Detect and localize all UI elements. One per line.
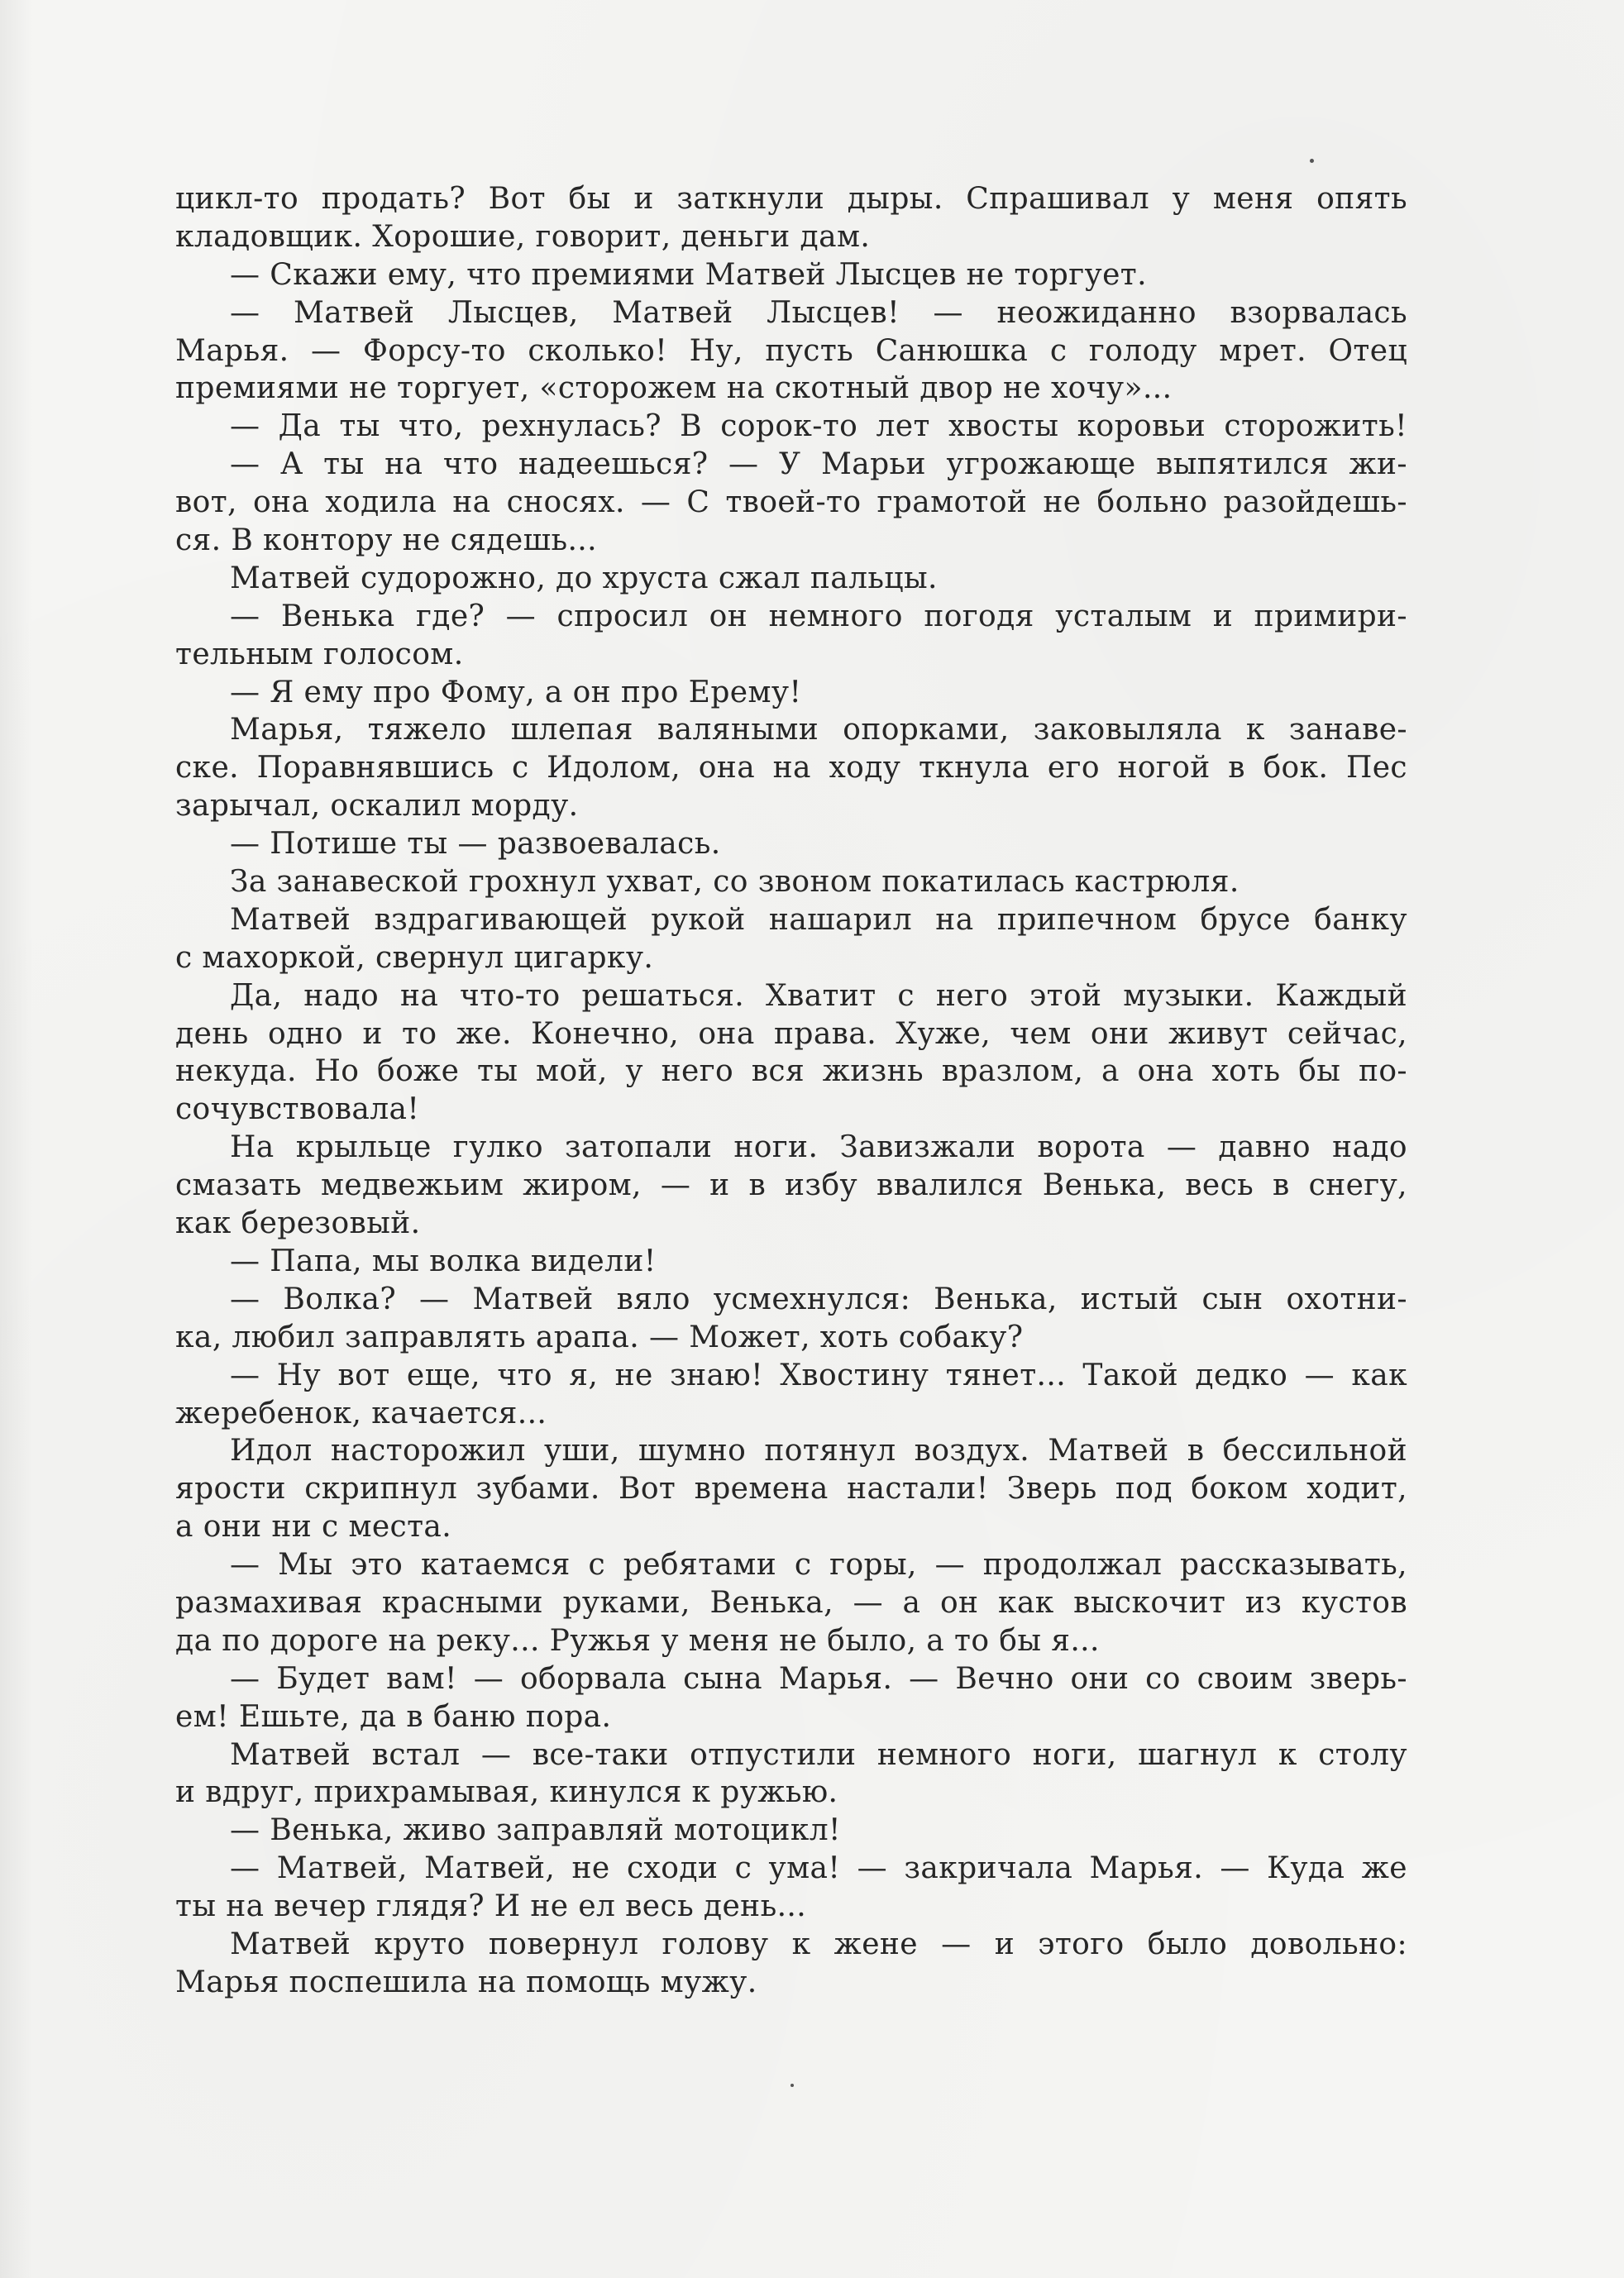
text-line: ты на вечер глядя? И не ел весь день... [175,1889,807,1924]
text-line: ярости скрипнул зубами. Вот времена настали! Зверь под боком ходит, [175,1472,1407,1507]
text-line: — Будет вам! — оборвала сына Марья. — Вечно они со своим зверь- [230,1661,1407,1696]
text-line: день одно и то же. Конечно, она права. Хуже, чем они живут сейчас, [175,1016,1407,1051]
text-line: Матвей судорожно, до хруста сжал пальцы. [230,561,938,595]
text-line: как березовый. [175,1206,421,1241]
text-line: Марья. — Форсу-то сколько! Ну, пусть Санюшка с голоду мрет. Отец [175,333,1407,368]
text-line: Матвей вздрагивающей рукой нашарил на припечном брусе банку [230,902,1407,937]
print-speck [791,2084,794,2087]
text-line: Марья, тяжело шлепая валяными опорками, заковыляла к занаве- [230,713,1407,747]
text-line: На крыльце гулко затопали ноги. Завизжали ворота — давно надо [230,1130,1407,1165]
text-line: — Матвей Лысцев, Матвей Лысцев! — неожиданно взорвалась [230,295,1407,330]
print-speck [1310,159,1314,163]
text-line: жеребенок, качается... [175,1396,547,1430]
text-line: некуда. Но боже ты мой, у него вся жизнь вразлом, а она хоть бы по- [175,1054,1407,1089]
text-line: ся. В контору не сядешь... [175,523,597,558]
text-line: кладовщик. Хорошие, говорит, деньги дам. [175,219,871,254]
text-line: — Матвей, Матвей, не сходи с ума! — закричала Марья. — Куда же [230,1851,1407,1886]
page-edge-shadow [0,0,33,2278]
text-line: — Волка? — Матвей вяло усмехнулся: Венька, истый сын охотни- [230,1282,1407,1316]
text-line: размахивая красными руками, Венька, — а он как выскочит из кустов [175,1585,1407,1620]
text-line: Марья поспешила на помощь мужу. [175,1965,757,1999]
text-line: Матвей круто повернул голову к жене — и этого было довольно: [230,1927,1407,1961]
text-line: За занавеской грохнул ухват, со звоном покатилась кастрюля. [230,865,1239,900]
text-line: Да, надо на что-то решаться. Хватит с него этой музыки. Каждый [230,978,1407,1013]
text-line: — Я ему про Фому, а он про Ерему! [230,675,802,709]
text-line: сочувствовала! [175,1092,420,1127]
text-line: смазать медвежьим жиром, — и в избу ввалился Венька, весь в снегу, [175,1168,1407,1203]
text-line: — Скажи ему, что премиями Матвей Лысцев не торгует. [230,257,1147,292]
text-line: с махоркой, свернул цигарку. [175,940,654,975]
text-line: вот, она ходила на сносях. — С твоей-то грамотой не больно разойдешь- [175,485,1407,520]
text-line: — Потише ты — развоевалась. [230,827,721,862]
text-line: — Венька где? — спросил он немного погодя усталым и примири- [230,599,1407,633]
text-line: и вдруг, прихрамывая, кинулся к ружью. [175,1775,838,1810]
text-line: Матвей встал — все-таки отпустили немного ноги, шагнул к столу [230,1737,1407,1772]
text-line: а они ни с места. [175,1510,452,1545]
text-line: — Мы это катаемся с ребятами с горы, — продолжал рассказывать, [230,1548,1407,1583]
text-line: цикл-то продать? Вот бы и заткнули дыры. Спрашивал у меня опять [175,182,1407,216]
body-text [175,180,1407,2002]
text-line: — А ты на что надеешься? — У Марьи угрожающе выпятился жи- [230,447,1407,482]
text-line: да по дороге на реку... Ружья у меня не было, а то бы я... [175,1623,1100,1658]
text-line: — Венька, живо заправляй мотоцикл! [230,1813,841,1848]
text-line: ка, любил заправлять арапа. — Может, хоть собаку? [175,1320,1024,1354]
text-line: ске. Поравнявшись с Идолом, она на ходу ткнула его ногой в бок. Пес [175,751,1407,786]
text-line: — Да ты что, рехнулась? В сорок-то лет хвосты коровьи сторожить! [230,409,1407,444]
text-line: Идол насторожил уши, шумно потянул воздух. Матвей в бессильной [230,1434,1407,1469]
text-line: — Папа, мы волка видели! [230,1244,657,1278]
text-line: тельным голосом. [175,637,464,671]
text-line: ем! Ешьте, да в баню пора. [175,1699,612,1734]
text-line: — Ну вот еще, что я, не знаю! Хвостину тянет... Такой дедко — как [230,1358,1407,1392]
text-line: зарычал, оскалил морду. [175,789,579,824]
text-line: премиями не торгует, «сторожем на скотный двор не хочу»... [175,371,1173,406]
